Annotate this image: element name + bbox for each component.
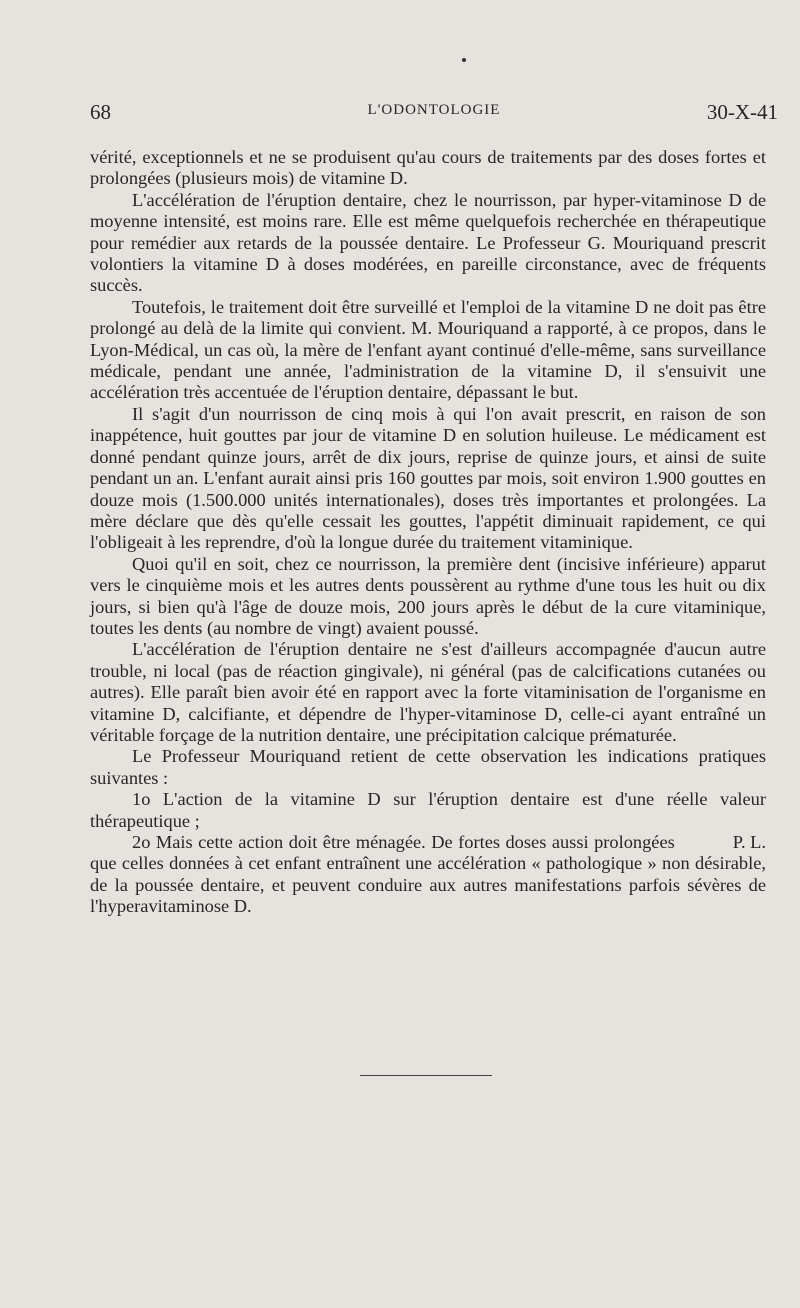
paragraph-3: Toutefois, le traitement doit être surveillé et l'emploi de la vitamine D ne doit pas être prolongé au delà de la limite qui convient. M. Mouriquand a rapporté, à ce propos, dans le Lyon-Médical, un cas où, la mère de l'enfant ayant continué d'elle-même, sans surveillance médicale, pendant une année, l'administration de la vitamine D, il s'ensuivit une accélération très accentuée de l'éruption dentaire, dépassant le but. bbox=[90, 296, 766, 403]
paragraph-1: vérité, exceptionnels et ne se produisent qu'au cours de traitements par des doses fortes et prolongées (plusieurs mois) de vitamine D. bbox=[90, 147, 766, 189]
ink-dot bbox=[462, 58, 466, 62]
page-number: 68 bbox=[90, 100, 111, 124]
running-title: L'ODONTOLOGIE bbox=[367, 102, 501, 118]
paragraph-4: Il s'agit d'un nourrisson de cinq mois à qui l'on avait prescrit, en raison de son inappétence, huit gouttes par jour de vitamine D en solution huileuse. Le médicament est donné pendant quinze jours, arrêt de dix jours, reprise de quinze jours, et ainsi de suite pendant un an. L'enfant aurait ainsi pris 160 gouttes par mois, soit environ 1.900 gouttes en douze mois (1.500.000 unités internationales), doses très importantes et prolongées. La mère déclare que dès qu'elle cessait les gouttes, l'appétit diminuait rapidement, ce qui l'obligeait à les reprendre, d'où la longue durée du traitement vitaminique. bbox=[90, 403, 766, 553]
article-body bbox=[90, 147, 766, 918]
paragraph-8: 1o L'action de la vitamine D sur l'éruption dentaire est d'une réelle valeur thérapeutique ; bbox=[90, 789, 766, 831]
paragraph-9-text: 2o Mais cette action doit être ménagée. De fortes doses aussi prolongées que celles données à cet enfant entraînent une accélération « pathologique » non désirable, de la poussée dentaire, et peuvent conduire aux autres manifestations parfois sévères de l'hyperavitaminose D. bbox=[90, 832, 766, 917]
paragraph-6: L'accélération de l'éruption dentaire ne s'est d'ailleurs accompagnée d'aucun autre trouble, ni local (pas de réaction gingivale), ni général (pas de calcifications cutanées ou autres). Elle paraît bien avoir été en rapport avec la forte vitaminisation de l'organisme en vitamine D, calcifiante, et dépendre de l'hyper-vitaminose D, celle-ci ayant entraîné un véritable forçage de la nutrition dentaire, une précipitation calcique prématurée. bbox=[90, 639, 766, 745]
author-signature: P. L. bbox=[732, 832, 766, 852]
issue-date: 30-X-41 bbox=[706, 100, 778, 124]
section-divider bbox=[360, 1075, 492, 1076]
paragraph-9 bbox=[90, 832, 766, 918]
paragraph-5: Quoi qu'il en soit, chez ce nourrisson, la première dent (incisive inférieure) apparut vers le cinquième mois et les autres dents poussèrent au rythme d'une tous les huit ou dix jours, si bien qu'à l'âge de douze mois, 200 jours après le début de la cure vitaminique, toutes les dents (au nombre de vingt) avaient poussé. bbox=[90, 553, 766, 638]
paragraph-7: Le Professeur Mouriquand retient de cette observation les indications pratiques suivantes : bbox=[90, 746, 766, 788]
page-header bbox=[90, 100, 778, 126]
paragraph-2: L'accélération de l'éruption dentaire, chez le nourrisson, par hyper-vitaminose D de moyenne intensité, est moins rare. Elle est même quelquefois recherchée en thérapeutique pour remédier aux retards de la poussée dentaire. Le Professeur G. Mouriquand prescrit volontiers la vitamine D à doses modérées, en pareille circonstance, avec de fréquents succès. bbox=[90, 189, 766, 296]
